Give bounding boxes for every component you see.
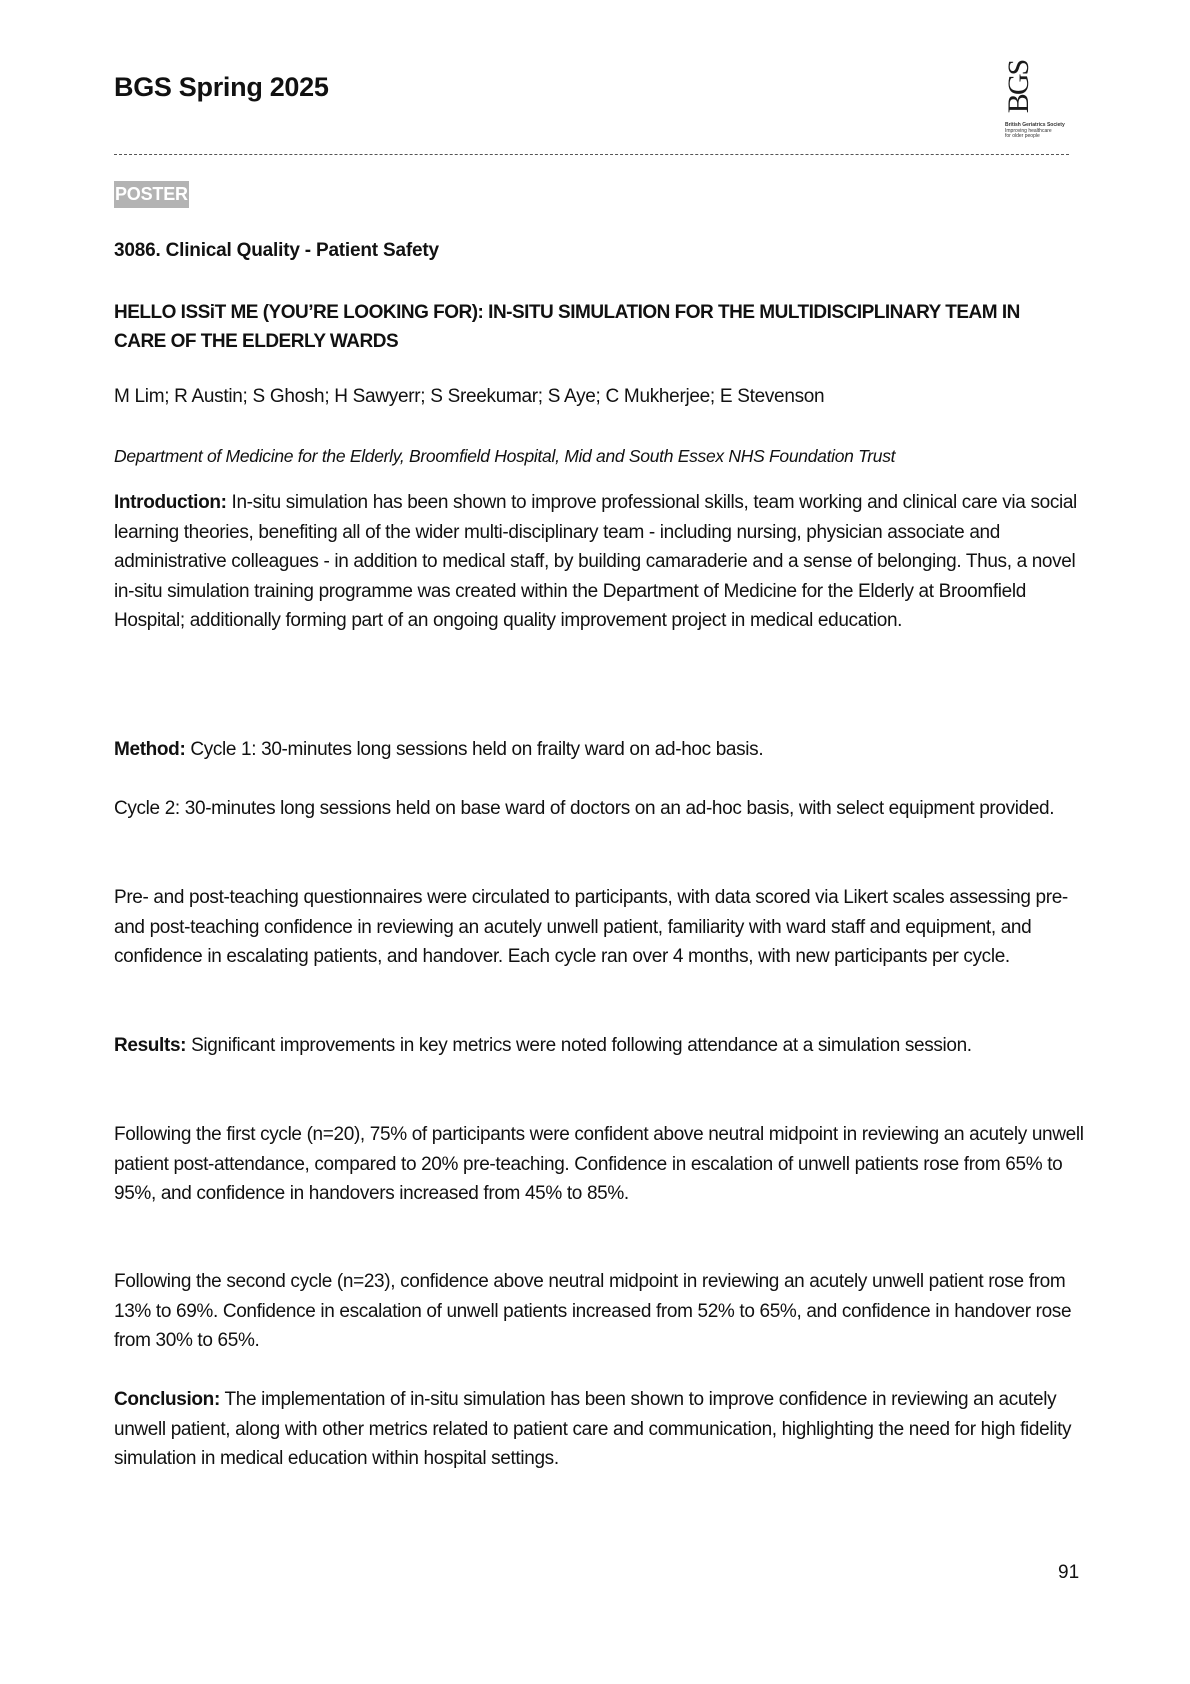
introduction-text: In-situ simulation has been shown to improve professional skills, team working and clinical care via social learning theories, benefiting all of the wider multi-disciplinary team - including nursing, physician associate and administrative colleagues - in addition to medical staff, by building camaraderie and a sense of belonging. Thus, a novel in-situ simulation training programme was created within the Department of Medicine for the Elderly at Broomfield Hospital; additionally forming part of an ongoing quality improvement project in medical education. bbox=[114, 492, 1077, 631]
conclusion-text: The implementation of in-situ simulation has been shown to improve confidence in reviewing an acutely unwell patient, along with other metrics related to patient care and communication, highlighting the need for high fidelity simulation in medical education within hospital settings. bbox=[114, 1389, 1072, 1469]
method-text: Cycle 1: 30-minutes long sessions held on frailty ward on ad-hoc basis. bbox=[185, 739, 764, 760]
method-questionnaires-paragraph: Pre- and post-teaching questionnaires were circulated to participants, with data scored via Likert scales assessing pre- and post-teaching confidence in reviewing an acutely unwell patient, familiarity with ward staff and equipment, and confidence in escalating patients, and handover. Each cycle ran over 4 months, with new participants per cycle. bbox=[114, 887, 1068, 967]
logo-tagline-2: for older people bbox=[1005, 133, 1040, 139]
method-paragraph bbox=[114, 735, 1084, 765]
introduction-paragraph bbox=[114, 488, 1084, 636]
page-number: 91 bbox=[1058, 1562, 1080, 1583]
results-cycle1-paragraph: Following the first cycle (n=20), 75% of participants were confident above neutral midpoint in reviewing an acutely unwell patient post-attendance, compared to 20% pre-teaching. Confidence in escalation of unwell patients rose from 65% to 95%, and confidence in handovers increased from 45% to 85%. bbox=[114, 1124, 1084, 1204]
method-label: Method: bbox=[114, 739, 186, 760]
bgs-logo bbox=[1002, 52, 1082, 140]
logo-org-name: British Geriatrics Society bbox=[1005, 122, 1065, 128]
results-text: Significant improvements in key metrics were noted following attendance at a simulation session. bbox=[186, 1035, 972, 1056]
bgs-logo-text bbox=[1005, 123, 1065, 140]
results-paragraph bbox=[114, 1031, 1084, 1061]
affiliation: Department of Medicine for the Elderly, Broomfield Hospital, Mid and South Essex NHS Foundation Trust bbox=[114, 446, 896, 466]
introduction-label: Introduction: bbox=[114, 492, 227, 513]
method-cycle2-paragraph: Cycle 2: 30-minutes long sessions held on base ward of doctors on an ad-hoc basis, with select equipment provided. bbox=[114, 798, 1055, 819]
abstract-id-category: 3086. Clinical Quality - Patient Safety bbox=[114, 240, 439, 261]
section-tag: POSTER bbox=[114, 181, 189, 208]
bgs-logo-mark-text: BGS bbox=[1002, 60, 1035, 114]
abstract-title: HELLO ISSiT ME (YOU’RE LOOKING FOR): IN-SITU SIMULATION FOR THE MULTIDISCIPLINARY TEAM IN CARE OF THE ELDERLY WARDS bbox=[114, 302, 1020, 352]
page-header-title: BGS Spring 2025 bbox=[114, 72, 329, 102]
bgs-logo-mark bbox=[1002, 52, 1036, 122]
results-cycle2-paragraph: Following the second cycle (n=23), confidence above neutral midpoint in reviewing an acutely unwell patient rose from 13% to 69%. Confidence in escalation of unwell patients increased from 52% to 65%, and confidence in handover rose from 30% to 65%. bbox=[114, 1271, 1072, 1351]
authors: M Lim; R Austin; S Ghosh; H Sawyerr; S Sreekumar; S Aye; C Mukherjee; E Stevenson bbox=[114, 386, 825, 407]
conclusion-paragraph bbox=[114, 1385, 1084, 1474]
results-label: Results: bbox=[114, 1035, 187, 1056]
header-separator bbox=[114, 154, 1069, 155]
conclusion-label: Conclusion: bbox=[114, 1389, 220, 1410]
logo-tagline-1: Improving healthcare bbox=[1005, 127, 1052, 134]
